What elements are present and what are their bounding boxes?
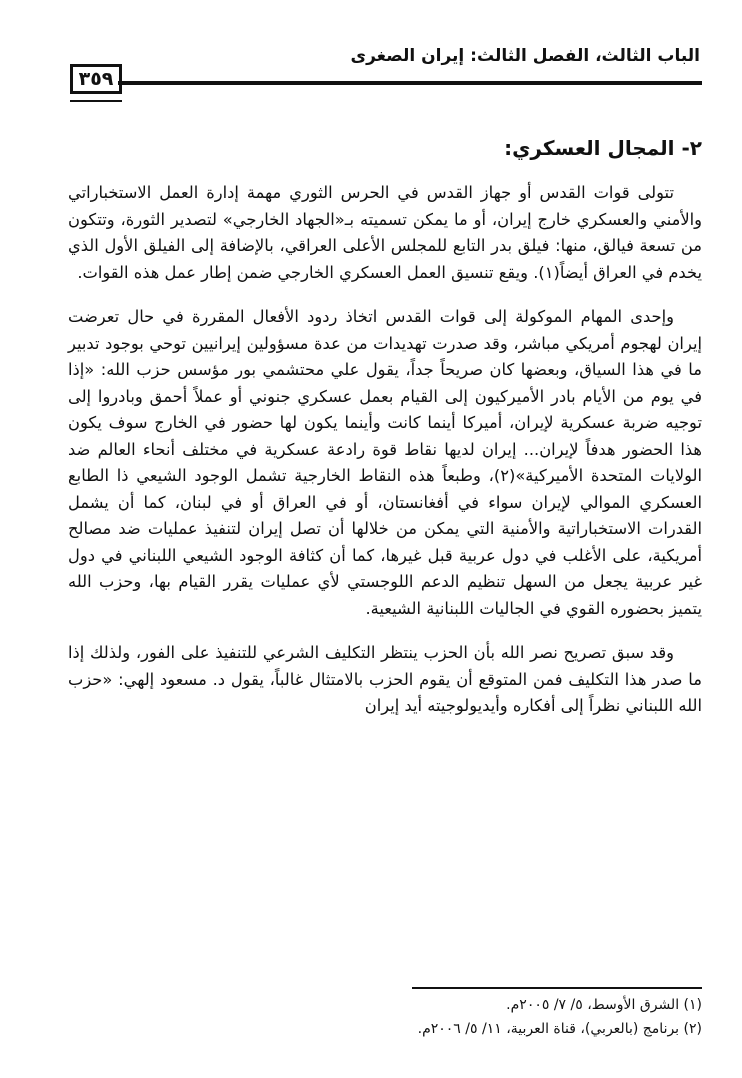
header-underline (70, 100, 122, 102)
header-rule (118, 81, 702, 85)
body-text (68, 180, 702, 720)
running-header: الباب الثالث، الفصل الثالث: إيران الصغرى (350, 46, 700, 66)
footnote-divider (412, 987, 702, 989)
page-number: ٣٥٩ (70, 64, 122, 94)
section-title: ٢- المجال العسكري: (504, 136, 702, 160)
paragraph: تتولى قوات القدس أو جهاز القدس في الحرس الثوري مهمة إدارة العمل الاستخباراتي والأمني والعسكري خارج إيران، أو ما يمكن تسميته بـ«الجهاد الخارجي» لتصدير الثورة، وتتكون من تسعة فيالق، منها: فيلق بدر التابع للمجلس الأعلى العراقي، بالإضافة إلى الفيلق الأول الذي يخدم في العراق أيضاً(١). ويقع تنسيق العمل العسكري الخارجي ضمن إطار عمل هذه القوات. (68, 183, 702, 282)
paragraph: وقد سبق تصريح نصر الله بأن الحزب ينتظر التكليف الشرعي للتنفيذ على الفور، ولذلك إذا ما صدر هذا التكليف فمن المتوقع أن يقوم الحزب بالامتثال غالباً، يقول د. مسعود إلهي: «حزب الله اللبناني نظراً إلى أفكاره وأيديولوجيته أيد إيران (68, 643, 702, 715)
footnotes (418, 993, 702, 1041)
footnote: (٢) برنامج (بالعربي)، قناة العربية، ١١/ ٥/ ٢٠٠٦م. (417, 1021, 702, 1037)
footnote: (١) الشرق الأوسط، ٥/ ٧/ ٢٠٠٥م. (506, 997, 702, 1013)
paragraph: وإحدى المهام الموكولة إلى قوات القدس اتخاذ ردود الأفعال المقررة في حال تعرضت إيران لهجوم أمريكي مباشر، وقد صدرت تهديدات من عدة مسؤولين إيرانيين توحي بوجود تدبير ما في هذا السياق، وبعضها كان صريحاً جداً، يقول علي محتشمي بور مؤسس حزب الله: «إذا في يوم من الأيام بادر الأميركيون إلى القيام بعمل عسكري جنوني أو عملاً أحمق وبادروا إلى توجيه ضربة عسكرية لإيران، أميركا أينما كانت وأينما يكون لها حضور في الخارج سوف يكون هذا الحضور هدفاً لإيران... إيران لديها نقاط قوة رادعة عسكرية في مختلف أنحاء العالم ضد الولايات المتحدة الأميركية»(٢)، وطبعاً هذه النقاط الخارجية تشمل الوجود الشيعي ذا الطابع العسكري الموالي لإيران سواء في أفغانستان، أو في العراق أو في لبنان، كما أن يشمل القدرات الاستخباراتية والأمنية التي يمكن من خلالها أن تصل إيران لتنفيذ عمليات ضد مصالح أمريكية، على الأغلب في دول عربية قبل غيرها، كما أن كثافة الوجود الشيعي اللبناني في دول غير عربية يجعل من السهل تنظيم الدعم اللوجستي لأي عمليات يقرر القيام بها، وحزب الله يتميز بحضوره القوي في الجاليات اللبنانية الشيعية. (68, 307, 702, 618)
